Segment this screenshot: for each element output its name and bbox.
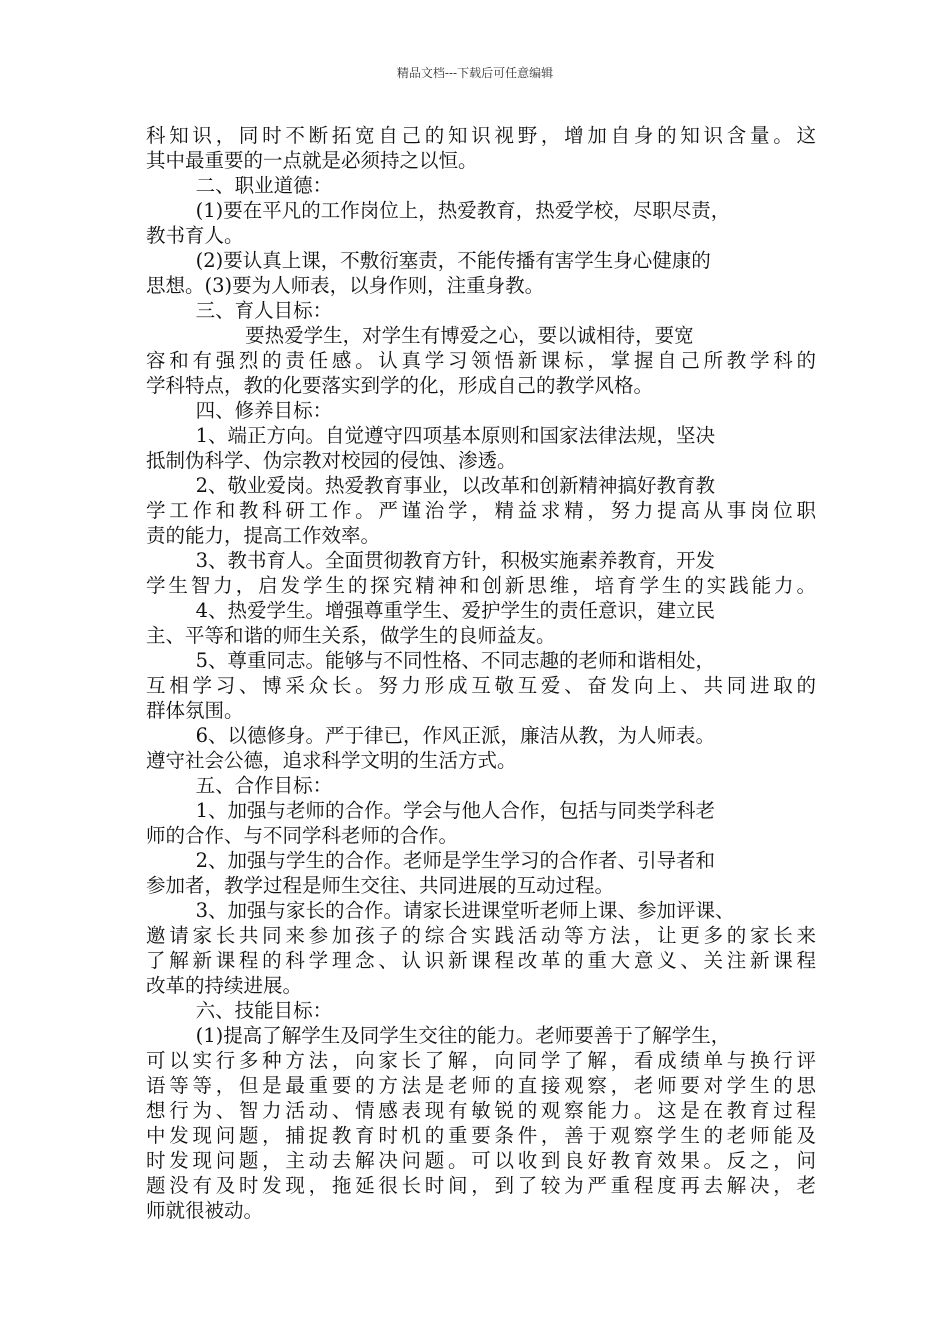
paragraph-line: 1、端正方向。自觉遵守四项基本原则和国家法律法规，坚决 <box>146 424 715 447</box>
paragraph-line: 师的合作、与不同学科老师的合作。 <box>146 824 459 847</box>
paragraph-line: 参加者，教学过程是师生交往、共同进展的互动过程。 <box>146 874 615 897</box>
paragraph-line: 学生智力，启发学生的探究精神和创新思维，培育学生的实践能力。 <box>146 574 816 597</box>
paragraph-line: 3、加强与家长的合作。请家长进课堂听老师上课、参加评课、 <box>146 899 735 922</box>
paragraph-line: 抵制伪科学、伪宗教对校园的侵蚀、渗透。 <box>146 449 517 472</box>
paragraph-line: 学工作和教科研工作。严谨治学，精益求精，努力提高从事岗位职 <box>146 499 816 522</box>
paragraph-line: 责的能力，提高工作效率。 <box>146 524 381 547</box>
paragraph-line: 邀请家长共同来参加孩子的综合实践活动等方法，让更多的家长来 <box>146 924 816 947</box>
paragraph-line: 可以实行多种方法，向家长了解，向同学了解，看成绩单与换行评 <box>146 1049 816 1072</box>
paragraph-line: 学科特点，教的化要落实到学的化，形成自己的教学风格。 <box>146 374 654 397</box>
section-heading: 五、合作目标： <box>146 774 333 797</box>
paragraph-line: 了解新课程的科学理念、认识新课程改革的重大意义、关注新课程 <box>146 949 816 972</box>
section-heading: 四、修养目标： <box>146 399 333 422</box>
section-heading: 六、技能目标： <box>146 999 333 1022</box>
paragraph-line: 想行为、智力活动、情感表现有敏锐的观察能力。这是在教育过程 <box>146 1099 816 1122</box>
page-header: 精品文档---下载后可任意编辑 <box>396 66 554 80</box>
section-heading: 三、育人目标： <box>146 299 333 322</box>
paragraph-line: 要热爱学生，对学生有博爱之心，要以诚相待，要宽 <box>146 324 694 347</box>
paragraph-line: 其中最重要的一点就是必须持之以恒。 <box>146 149 478 172</box>
paragraph-line: 改革的持续进展。 <box>146 974 303 997</box>
paragraph-line: 6、以德修身。严于律已，作风正派，廉洁从教，为人师表。 <box>146 724 715 747</box>
paragraph-line: 科知识，同时不断拓宽自己的知识视野，增加自身的知识含量。这 <box>146 124 816 147</box>
paragraph-line: 5、尊重同志。能够与不同性格、不同志趣的老师和谐相处， <box>146 649 715 672</box>
paragraph-line: 互相学习、博采众长。努力形成互敬互爱、奋发向上、共同进取的 <box>146 674 816 697</box>
paragraph-line: 群体氛围。 <box>146 699 244 722</box>
section-heading: 二、职业道德： <box>146 174 333 197</box>
paragraph-line: 思想。(3)要为人师表，以身作则，注重身教。 <box>146 274 545 297</box>
paragraph-line: 遵守社会公德，追求科学文明的生活方式。 <box>146 749 517 772</box>
paragraph-line: 2、敬业爱岗。热爱教育事业，以改革和创新精神搞好教育教 <box>146 474 715 497</box>
document-body <box>146 123 816 1223</box>
paragraph-line: 容和有强烈的责任感。认真学习领悟新课标，掌握自己所教学科的 <box>146 349 816 372</box>
paragraph-line: 题没有及时发现，拖延很长时间，到了较为严重程度再去解决，老 <box>146 1174 816 1197</box>
paragraph-line: 2、加强与学生的合作。老师是学生学习的合作者、引导者和 <box>146 849 715 872</box>
paragraph-line: 教书育人。 <box>146 224 244 247</box>
paragraph-line: 语等等，但是最重要的方法是老师的直接观察，老师要对学生的思 <box>146 1074 816 1097</box>
paragraph-line: 1、加强与老师的合作。学会与他人合作，包括与同类学科老 <box>146 799 715 822</box>
paragraph-line: 中发现问题，捕捉教育时机的重要条件，善于观察学生的老师能及 <box>146 1124 816 1147</box>
paragraph-line: 4、热爱学生。增强尊重学生、爱护学生的责任意识，建立民 <box>146 599 715 622</box>
paragraph-line: 主、平等和谐的师生关系，做学生的良师益友。 <box>146 624 556 647</box>
paragraph-line: (2)要认真上课，不敷衍塞责，不能传播有害学生身心健康的 <box>146 249 711 272</box>
paragraph-line: (1)要在平凡的工作岗位上，热爱教育，热爱学校，尽职尽责， <box>146 199 731 222</box>
paragraph-line: 师就很被动。 <box>146 1199 264 1222</box>
paragraph-line: (1)提高了解学生及同学生交往的能力。老师要善于了解学生， <box>146 1024 731 1047</box>
paragraph-line: 3、教书育人。全面贯彻教育方针，积极实施素养教育，开发 <box>146 549 715 572</box>
paragraph-line: 时发现问题，主动去解决问题。可以收到良好教育效果。反之，问 <box>146 1149 816 1172</box>
